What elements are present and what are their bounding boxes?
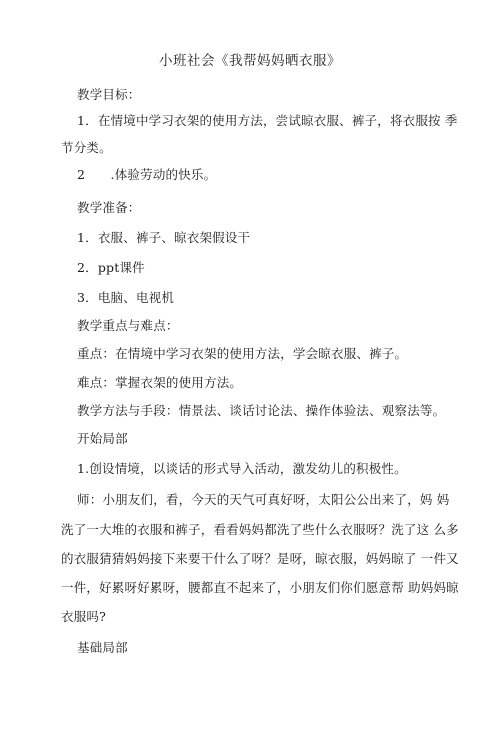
section-heading-basic: 基础局部 bbox=[77, 640, 128, 655]
section-heading-start: 开始局部 bbox=[77, 431, 128, 446]
dialogue-line-2: 洗了一大堆的衣服和裤子，看看妈妈都洗了些什么衣服呀？洗了这 么多 bbox=[61, 522, 459, 537]
dialogue-line-4: 一件，好累呀好累呀，腰都直不起来了，小朋友们你们愿意帮 助妈妈晾 bbox=[61, 580, 459, 595]
prep-item-2: 2．ppt课件 bbox=[77, 260, 145, 275]
dialogue-line-3: 的衣服猜猜妈妈接下来要干什么了呀？是呀，晾衣服，妈妈晾了 一件又 bbox=[61, 551, 459, 566]
start-item-1: 1.创设情境，以谈话的形式导入活动，激发幼儿的积极性。 bbox=[77, 461, 407, 476]
difficult-point: 难点：掌握衣架的使用方法。 bbox=[77, 375, 243, 390]
goal-item-1: 1．在情境中学习衣架的使用方法，尝试晾衣服、裤子，将衣服按 季 bbox=[77, 113, 458, 128]
document-title: 小班社会《我帮妈妈晒衣服》 bbox=[159, 53, 341, 69]
goal-item-2: 2 .体验劳动的快乐。 bbox=[77, 167, 217, 182]
section-heading-key-points: 教学重点与难点： bbox=[77, 318, 179, 333]
dialogue-line-5: 衣服吗? bbox=[61, 609, 107, 624]
key-point: 重点：在情境中学习衣架的使用方法，学会晾衣服、裤子。 bbox=[77, 346, 408, 361]
teaching-methods: 教学方法与手段：情景法、谈话讨论法、操作体验法、观察法等。 bbox=[77, 403, 446, 418]
goal-item-1-continued: 节分类。 bbox=[61, 140, 112, 155]
prep-item-1: 1．衣服、裤子、晾衣架假设干 bbox=[77, 230, 251, 245]
dialogue-line-1: 师：小朋友们，看，今天的天气可真好呀，太阳公公出来了，妈 妈 bbox=[77, 492, 450, 507]
section-heading-goals: 教学目标： bbox=[77, 87, 141, 102]
section-heading-preparation: 教学准备： bbox=[77, 200, 141, 215]
prep-item-3: 3．电脑、电视机 bbox=[77, 290, 175, 305]
